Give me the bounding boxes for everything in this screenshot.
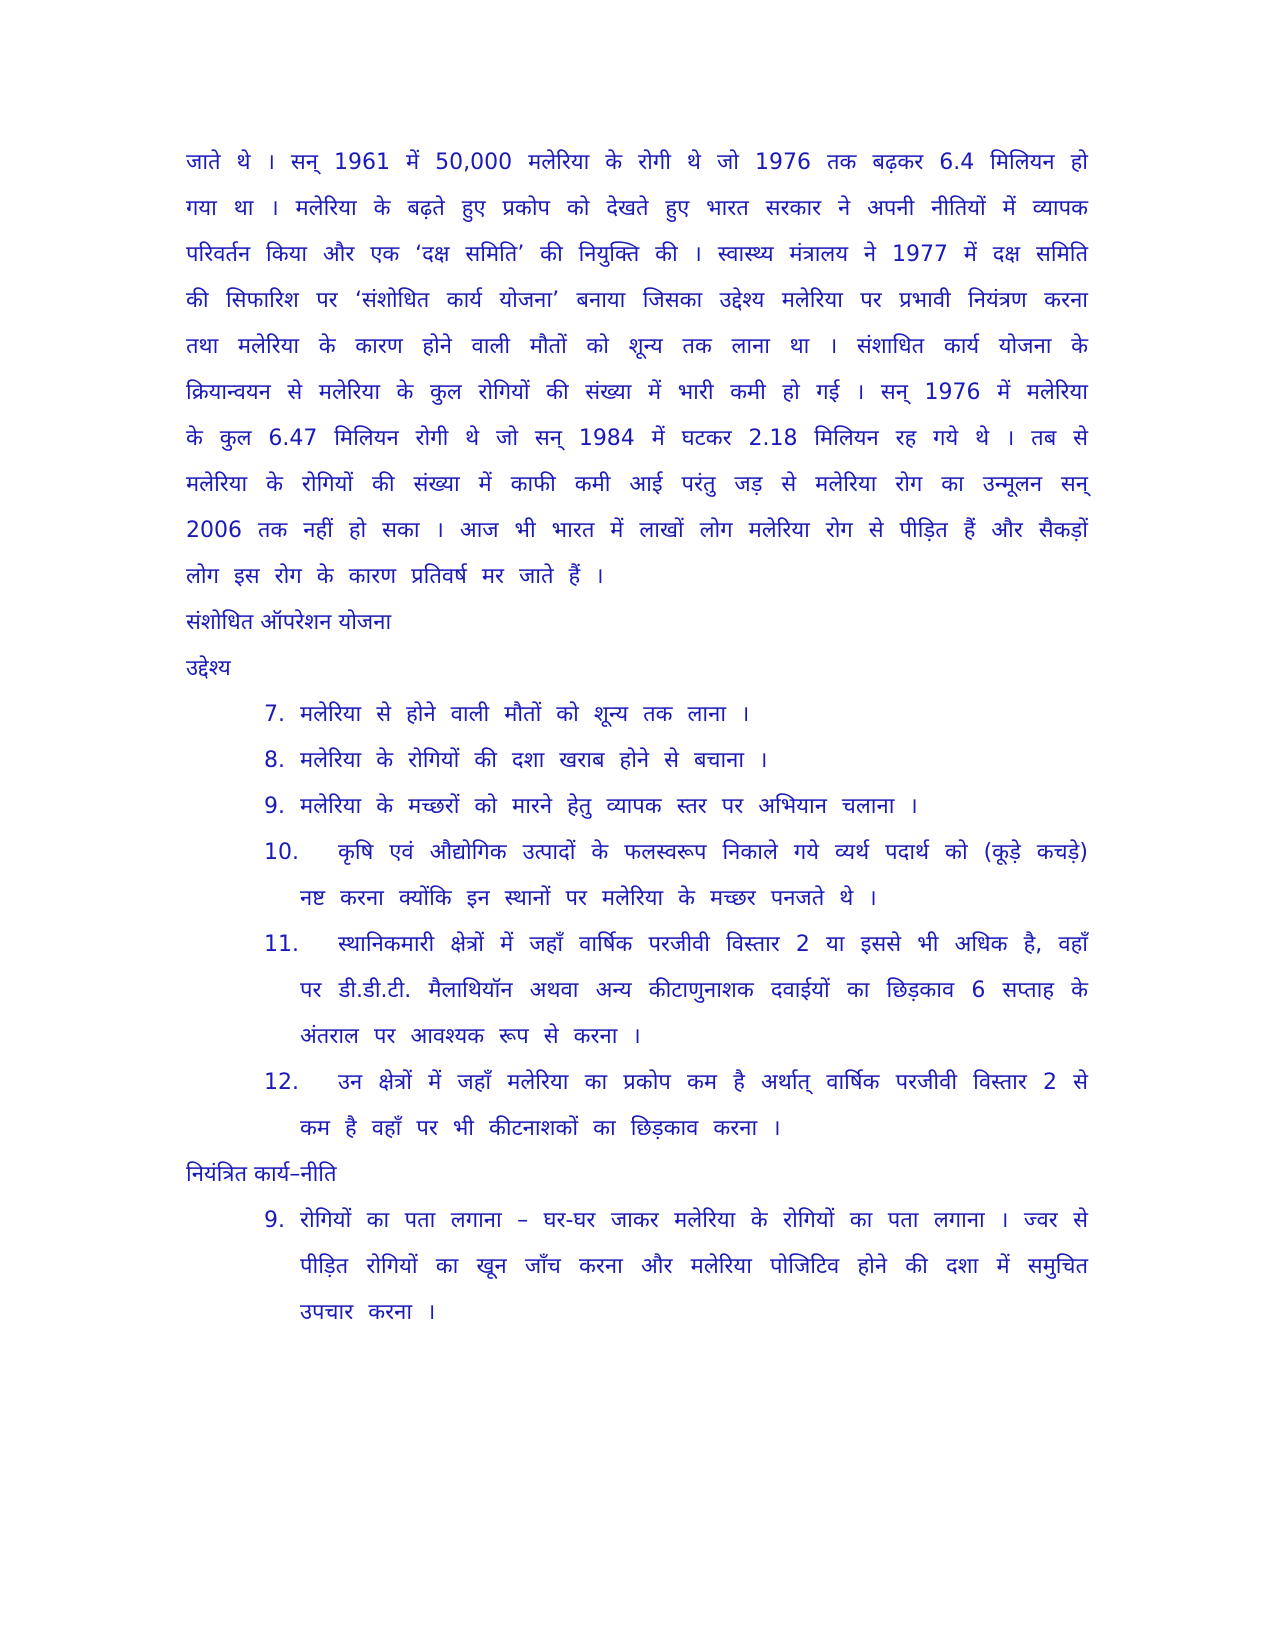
objectives-heading: उद्देश्य	[186, 656, 231, 681]
text-block	[186, 140, 1088, 1336]
list-item	[186, 830, 1088, 922]
list-number: 10.	[264, 840, 299, 865]
strategy-heading: नियंत्रित कार्य–नीति	[186, 1162, 337, 1187]
list-item	[186, 1198, 1088, 1336]
list-item	[186, 784, 1088, 830]
list-text: कृषि एवं औद्योगिक उत्पादों के फलस्वरूप निकाले गये व्यर्थ पदार्थ को (कूड़े कचड़े) नष्ट करना क्योंकि इन स्थानों पर मलेरिया के मच्छर पनजते थे ।	[300, 840, 1088, 911]
list-number: 8.	[264, 748, 285, 773]
list-item	[186, 738, 1088, 784]
list-number: 9.	[264, 794, 285, 819]
list-text: मलेरिया के मच्छरों को मारने हेतु व्यापक स्तर पर अभियान चलाना ।	[300, 794, 918, 819]
list-item	[186, 1060, 1088, 1152]
list-item	[186, 692, 1088, 738]
list-number: 9.	[264, 1208, 285, 1233]
section-title: संशोधित ऑपरेशन योजना	[186, 610, 392, 635]
list-number: 11.	[264, 932, 299, 957]
list-text: मलेरिया के रोगियों की दशा खराब होने से बचाना ।	[300, 748, 768, 773]
objectives-list	[186, 692, 1088, 1152]
strategies-list	[186, 1198, 1088, 1336]
list-text: स्थानिकमारी क्षेत्रों में जहाँ वार्षिक परजीवी विस्तार 2 या इससे भी अधिक है, वहाँ पर डी.डी.टी. मैलाथियॉन अथवा अन्य कीटाणुनाशक दवाईयों का छिड़काव 6 सप्ताह के अंतराल पर आवश्यक रूप से करना ।	[300, 932, 1088, 1049]
list-text: मलेरिया से होने वाली मौतों को शून्य तक लाना ।	[300, 702, 750, 727]
intro-paragraph: जाते थे । सन् 1961 में 50,000 मलेरिया के रोगी थे जो 1976 तक बढ़कर 6.4 मिलियन हो गया था । मलेरिया के बढ़ते हुए प्रकोप को देखते हुए भारत सरकार ने अपनी नीतियों में व्यापक परिवर्तन किया और एक ‘दक्ष समिति’ की नियुक्ति की । स्वास्थ्य मंत्रालय ने 1977 में दक्ष समिति की सिफारिश पर ‘संशोधित कार्य योजना’ बनाया जिसका उद्देश्य मलेरिया पर प्रभावी नियंत्रण करना तथा मलेरिया के कारण होने वाली मौतों को शून्य तक लाना था । संशाधित कार्य योजना के क्रियान्वयन से मलेरिया के कुल रोगियों की संख्या में भारी कमी हो गई । सन् 1976 में मलेरिया के कुल 6.47 मिलियन रोगी थे जो सन् 1984 में घटकर 2.18 मिलियन रह गये थे । तब से मलेरिया के रोगियों की संख्या में काफी कमी आई परंतु जड़ से मलेरिया रोग का उन्मूलन सन् 2006 तक नहीं हो सका । आज भी भारत में लाखों लोग मलेरिया रोग से पीड़ित हैं और सैकड़ों लोग इस रोग के कारण प्रतिवर्ष मर जाते हैं ।	[186, 150, 1088, 589]
list-text: रोगियों का पता लगाना – घर-घर जाकर मलेरिया के रोगियों का पता लगाना । ज्वर से पीड़ित रोगियों का खून जाँच करना और मलेरिया पोजिटिव होने की दशा में समुचित उपचार करना ।	[300, 1208, 1088, 1325]
list-text: उन क्षेत्रों में जहाँ मलेरिया का प्रकोप कम है अर्थात् वार्षिक परजीवी विस्तार 2 से कम है वहाँ पर भी कीटनाशकों का छिड़काव करना ।	[300, 1070, 1088, 1141]
list-number: 7.	[264, 702, 285, 727]
list-number: 12.	[264, 1070, 299, 1095]
list-item	[186, 922, 1088, 1060]
